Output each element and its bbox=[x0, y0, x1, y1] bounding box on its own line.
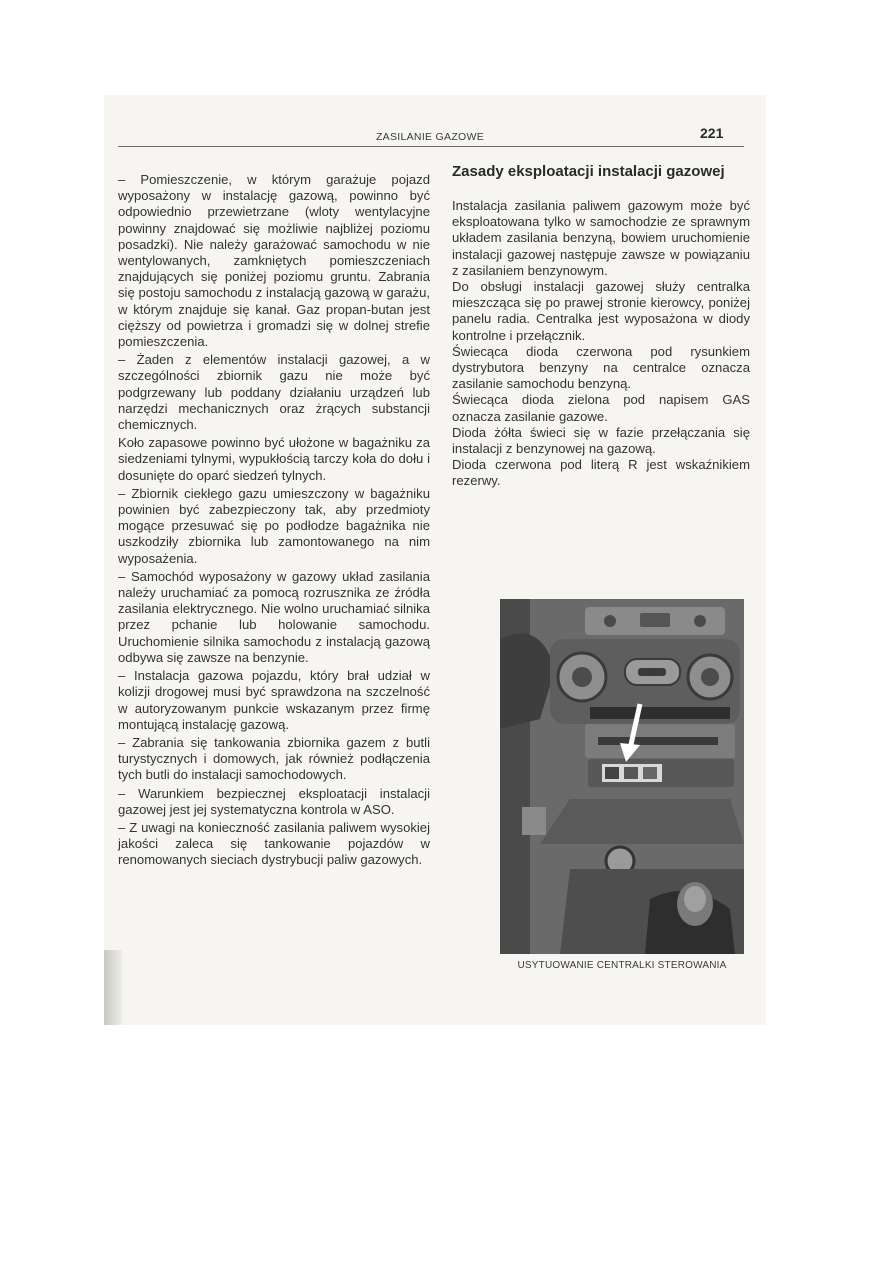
paragraph: Instalacja zasilania paliwem gazowym może być eksploatowana tylko w samochodzie ze sprawnym układem zasilania benzyną, bowiem uruchomienie instalacji gazowej następuje zawsze w powiązaniu z zasilaniem benzynowym. bbox=[452, 198, 750, 278]
dashboard-illustration bbox=[500, 599, 744, 954]
paragraph: Do obsługi instalacji gazowej służy centralka mieszcząca się po prawej stronie kierowcy, poniżej panelu radia. Centralka jest wyposażona w diody kontrolne i przełącznik. bbox=[452, 279, 750, 343]
right-text-column bbox=[452, 163, 750, 490]
dashboard-photo bbox=[500, 599, 744, 954]
paragraph: Świecąca dioda czerwona pod rysunkiem dystrybutora benzyny na centralce oznacza zasilanie samochodu benzyną. bbox=[452, 343, 750, 392]
paragraph: – Samochód wyposażony w gazowy układ zasilania należy uruchamiać za pomocą rozrusznika ze źródła zasilania elektrycznego. Nie wolno uruchamiać silnika przez pchanie lub holowanie samochodu. Uruchomienie silnika samochodu z instalacją gazową odbywa się zawsze na benzynie. bbox=[118, 568, 430, 665]
paragraph: – Żaden z elementów instalacji gazowej, a w szczególności zbiornik gazu nie może być podgrzewany lub poddany działaniu urządzeń lub narzędzi mechanicznych oraz żrących substancji chemicznych. bbox=[118, 352, 430, 433]
paragraph: – Instalacja gazowa pojazdu, który brał udział w kolizji drogowej musi być sprawdzona na szczelność w autoryzowanym punkcie wskazanym przez firmę montującą instalację gazową. bbox=[118, 668, 430, 732]
paragraph: – Zabrania się tankowania zbiornika gazem z butli turystycznych i domowych, jak również podłączenia tych butli do instalacji samochodowych. bbox=[118, 734, 430, 783]
paragraph: Dioda żółta świeci się w fazie przełączania się instalacji z benzynowej na gazową. bbox=[452, 424, 750, 457]
left-text-column bbox=[118, 172, 430, 871]
header-divider bbox=[118, 146, 744, 147]
paragraph: – Zbiornik ciekłego gazu umieszczony w bagażniku powinien być zabezpieczony tak, aby przedmioty mogące przesuwać się po podłodze bagażnika nie uszkodziły zbiornika lub zamontowanego na nim wyposażenia. bbox=[118, 485, 430, 566]
paragraph: Świecąca dioda zielona pod napisem GAS oznacza zasilanie gazowe. bbox=[452, 392, 750, 424]
page-number: 221 bbox=[700, 125, 724, 141]
section-title: Zasady eksploatacji instalacji gazowej bbox=[452, 163, 725, 180]
paragraph: Dioda czerwona pod literą R jest wskaźnikiem rezerwy. bbox=[452, 457, 750, 489]
running-header-title: ZASILANIE GAZOWE bbox=[375, 131, 485, 143]
paragraph: – Z uwagi na konieczność zasilania paliwem wysokiej jakości zaleca się tankowanie pojazdów w renomowanych sieciach dystrybucji paliw gazowych. bbox=[118, 819, 430, 868]
figure-caption: USYTUOWANIE CENTRALKI STEROWANIA bbox=[517, 960, 727, 971]
paragraph: – Warunkiem bezpiecznej eksploatacji instalacji gazowej jest jej systematyczna kontrola w ASO. bbox=[118, 785, 430, 817]
paragraph: Koło zapasowe powinno być ułożone w bagażniku za siedzeniami tylnymi, wypukłością tarczy koła do dołu i dosunięte do oparć siedzeń tylnych. bbox=[118, 435, 430, 483]
page-binding-shadow bbox=[104, 950, 122, 1025]
paragraph: – Pomieszczenie, w którym garażuje pojazd wyposażony w instalację gazową, powinno być odpowiednio przewietrzane (wloty wentylacyjne powinny znajdować się możliwie najbliżej poziomu posadzki). Nie należy garażować samochodu w nie wentylowanych, zamkniętych pomieszczeniach znajdujących się poniżej poziomu gruntu. Zabrania się postoju samochodu z instalacją gazową w garażu, w którym znajduje się kanał. Gaz propan-butan jest cięższy od powietrza i gromadzi się w dolnej strefie pomieszczenia. bbox=[118, 172, 430, 350]
